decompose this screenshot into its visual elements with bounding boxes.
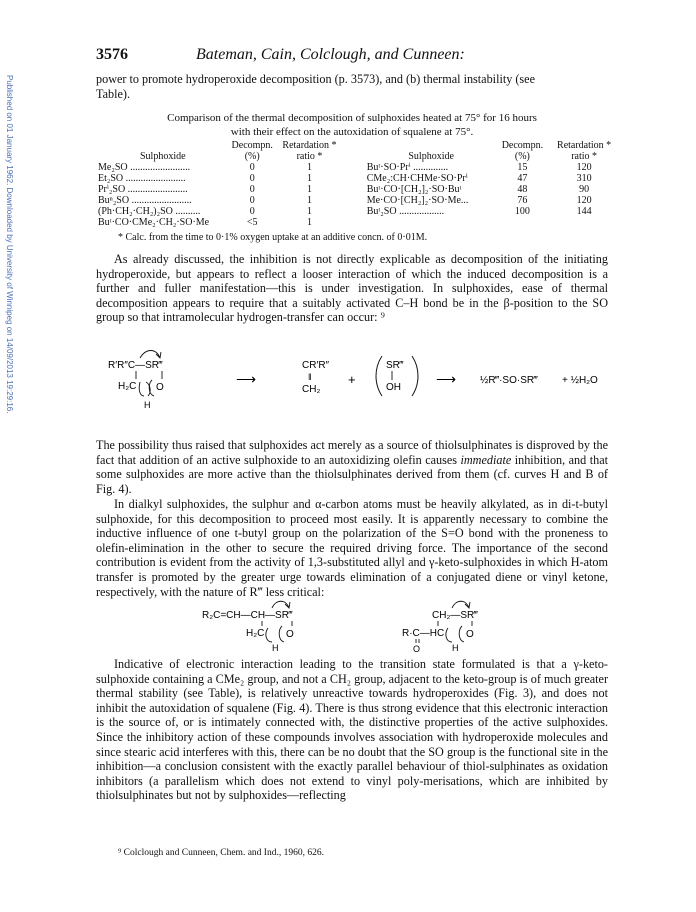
allyl-mid: H₂C bbox=[246, 628, 265, 639]
keto-o: O bbox=[413, 644, 421, 654]
sulphoxide-name: Prⁱ₂SO ........................ bbox=[98, 184, 188, 195]
paragraph-electronic-interaction: Indicative of electronic interaction leading to the transition state formulated is that a γ-keto-sulphoxide containing a CMe₂ group, and not a CH₂ group, adjacent to the keto-group is of much greater thermal stability (see Table), is relatively unreactive towards hydroperoxides (Fig. 3), and does not inhibit the autoxidation of squalene (Fig. 4). There is thus strong evidence that this electronic interaction is the source of, or is intimately connected with, the distinctive properties of the active sulphoxides. Since the inhibitory action of these compounds involves association with hydroperoxide molecules and since stearic acid interferes with this, there can be no doubt that the SO group is the functional site in the inhibition—a conclusion consistent with the exactly parallel behaviour of thiol-sulphinates as oxidation inhibitors (a parallelism which does not extend to vinyl poly-merisations, which are inhibited by thiolsulphinates but not by sulphoxides—reflecting bbox=[96, 657, 608, 803]
plus-sign: + bbox=[348, 372, 356, 387]
product-sulfenic-bottom: OH bbox=[386, 382, 401, 393]
ratio-value: 144 bbox=[576, 206, 592, 217]
page-number: 3576 bbox=[96, 46, 128, 63]
emphasis-immediate: immediate bbox=[460, 452, 512, 467]
reaction-arrow-2: ⟶ bbox=[436, 371, 457, 387]
running-header bbox=[96, 46, 616, 68]
decompn-value: 0 bbox=[249, 206, 255, 217]
sulphoxide-name: Buⁿ₂SO ........................ bbox=[98, 195, 192, 206]
sulphoxide-name: Buᵗ·CO·CMe₂·CH₂·SO·Me bbox=[98, 217, 210, 228]
running-head-authors: Bateman, Cain, Colclough, and Cunneen: bbox=[196, 46, 465, 63]
reaction-scheme-2 bbox=[96, 596, 616, 656]
header-decompn-right: Decompn. bbox=[501, 140, 544, 151]
intro-line-1: power to promote hydroperoxide decomposition (p. 3573), and (b) thermal instability (see bbox=[96, 72, 535, 86]
ratio-value: 1 bbox=[306, 162, 312, 173]
transfer-curve bbox=[446, 628, 452, 642]
ratio-value: 1 bbox=[306, 184, 312, 195]
decompn-value: <5 bbox=[246, 217, 258, 228]
sulphoxide-name: Me₂SO ........................ bbox=[98, 162, 191, 173]
ketone-o: O bbox=[466, 629, 474, 640]
table-caption-line-2: with their effect on the autoxidation of squalene at 75°. bbox=[230, 125, 474, 138]
reaction-scheme-1 bbox=[96, 334, 616, 420]
allyl-h: H bbox=[272, 643, 279, 653]
download-watermark-text: Published on 01 January 1962. Downloaded by University of Winnipeg on 14/09/2013 19:29:16. bbox=[5, 75, 14, 414]
electron-arrow-icon bbox=[452, 601, 469, 608]
transfer-curve bbox=[139, 382, 150, 396]
paragraph-dialkyl-sulphoxides: In dialkyl sulphoxides, the sulphur and α-carbon atoms must be heavily alkylated, as in di-t-butyl sulphoxide, for this decomposition to proceed most easily. It is apparently necessary to combine the inductive influence of one t-butyl group on the polarization of the S=O bond with the proneness to olefin-elimination in the other to secure the required driving force. The importance of the second contribution is evident from the activity of 1,3-substituted allyl and γ-keto-sulphoxides in which H-atom transfer is promoted by the greater urge towards elimination of a conjugated diene or vinyl ketone, respectively, with the nature of R‴ less critical: bbox=[96, 497, 608, 599]
left-paren bbox=[376, 356, 382, 396]
arc-line bbox=[459, 626, 464, 642]
decompn-value: 15 bbox=[517, 162, 528, 173]
decompn-value: 0 bbox=[249, 184, 255, 195]
decompn-value: 0 bbox=[249, 173, 255, 184]
sulphoxide-name: (Ph·CH₂·CH₂)₂SO .......... bbox=[98, 206, 201, 217]
electron-arrow-icon bbox=[140, 351, 160, 359]
ratio-value: 1 bbox=[306, 217, 312, 228]
reactant-o: O bbox=[156, 382, 164, 393]
table-header-row-2 bbox=[96, 151, 621, 162]
header-pct-left: (%) bbox=[244, 151, 260, 162]
ratio-value: 120 bbox=[576, 195, 592, 206]
intro-line-2: Table). bbox=[96, 86, 130, 101]
ratio-value: 1 bbox=[306, 206, 312, 217]
product-alkene-top: CR′R″ bbox=[302, 360, 330, 371]
header-ratio-left: ratio * bbox=[296, 151, 323, 162]
ratio-value: 310 bbox=[576, 173, 592, 184]
sulphoxide-name: Me·CO·[CH₂]₂·SO·Me... bbox=[366, 195, 469, 206]
reactant-h: H bbox=[144, 400, 151, 410]
table-row bbox=[96, 217, 621, 228]
sulphoxide-name: CMe₂:CH·CHMe·SO·Prⁱ bbox=[366, 173, 468, 184]
download-watermark bbox=[2, 75, 14, 575]
ratio-value: 1 bbox=[306, 195, 312, 206]
sulphoxide-name: Et₂SO ........................ bbox=[98, 173, 186, 184]
table-footnote: * Calc. from the time to 0·1% oxygen uptake at an additive concn. of 0·01M. bbox=[118, 232, 428, 243]
double-bond: ‖ bbox=[308, 372, 312, 382]
table-row bbox=[96, 162, 621, 173]
decompn-value: 48 bbox=[517, 184, 528, 195]
paragraph-hydrogen-transfer: As already discussed, the inhibition is not directly explicable as decomposition of the initiating hydroperoxide, but appears to reflect a looser interaction of which the induced decomposition is a further and fuller manifestation—this is under investigation. In sulphoxides, ease of thermal decomposition appears to require that a suitably activated C–H bond be in the β-position to the SO group so that intramolecular hydrogen-transfer can occur: ⁹ bbox=[96, 252, 608, 325]
decompn-value: 0 bbox=[249, 162, 255, 173]
decompn-value: 76 bbox=[517, 195, 528, 206]
header-ratio-right: ratio * bbox=[571, 151, 598, 162]
header-sulphoxide-right: Sulphoxide bbox=[408, 151, 454, 162]
decompn-value: 47 bbox=[517, 173, 528, 184]
product-alkene-bottom: CH₂ bbox=[302, 384, 321, 395]
table-caption-line-1: Comparison of the thermal decomposition of sulphoxides heated at 75° for 16 hours bbox=[167, 112, 537, 124]
allyl-top: R₂C=CH—CH—SR‴ bbox=[202, 610, 293, 621]
header-retardation-left: Retardation * bbox=[282, 140, 337, 151]
transfer-curve bbox=[266, 628, 272, 642]
table-row bbox=[96, 184, 621, 195]
sulphoxide-table bbox=[96, 140, 621, 228]
sulphoxide-name: Buᵗ₂SO .................. bbox=[366, 206, 445, 217]
reactant-top: R′R″C—SR‴ bbox=[108, 360, 163, 371]
ketone-top: CH₂—SR‴ bbox=[432, 610, 478, 621]
reactant-left: H₂C bbox=[118, 381, 137, 392]
paragraph-2-end: inhibition, and that some sulphoxides are more active than the thiolsulphinates derived from them (cf. curves H and B of Fig. 4). bbox=[96, 452, 608, 496]
ratio-value: 1 bbox=[306, 173, 312, 184]
table-header-row-1 bbox=[96, 140, 621, 151]
product-sulfenic-top: SR‴ bbox=[386, 360, 404, 371]
table-row bbox=[96, 173, 621, 184]
ketone-h: H bbox=[452, 643, 459, 653]
decompn-value: 0 bbox=[249, 195, 255, 206]
sulphoxide-name: Buᵗ·CO·[CH₂]₂·SO·Buᵗ bbox=[366, 184, 462, 195]
intro-text bbox=[96, 72, 608, 101]
ratio-value: 90 bbox=[579, 184, 590, 195]
table-caption bbox=[96, 112, 608, 139]
reaction-arrow-1: ⟶ bbox=[236, 371, 257, 387]
table-row bbox=[96, 195, 621, 206]
allyl-o: O bbox=[286, 629, 294, 640]
ratio-value: 120 bbox=[576, 162, 592, 173]
header-pct-right: (%) bbox=[514, 151, 530, 162]
header-retardation-right: Retardation * bbox=[557, 140, 612, 151]
table-row bbox=[96, 206, 621, 217]
paragraph-thiolsulphinates bbox=[96, 438, 608, 496]
paragraph-2-start: The possibility thus raised that sulphoxides act merely as a source of thiolsulphinates is disproved by the fact that addition of an active sulphoxide to an autoxidizing olefin causes bbox=[96, 438, 608, 467]
header-decompn-left: Decompn. bbox=[231, 140, 273, 151]
product-thiolsulphinate: ½R‴·SO·SR‴ bbox=[480, 375, 538, 386]
ketone-mid: R·C—HC bbox=[402, 628, 445, 639]
right-paren bbox=[412, 356, 418, 396]
product-water: + ½H₂O bbox=[562, 375, 598, 386]
footnote-reference: ⁹ Colclough and Cunneen, Chem. and Ind., 1960, 626. bbox=[118, 848, 324, 858]
sulphoxide-name: Buᵗ·SO·Prⁱ .............. bbox=[366, 162, 449, 173]
decompn-value: 100 bbox=[514, 206, 530, 217]
electron-arrow-icon bbox=[272, 601, 289, 608]
arc-line bbox=[279, 626, 284, 642]
header-sulphoxide-left: Sulphoxide bbox=[139, 151, 186, 162]
